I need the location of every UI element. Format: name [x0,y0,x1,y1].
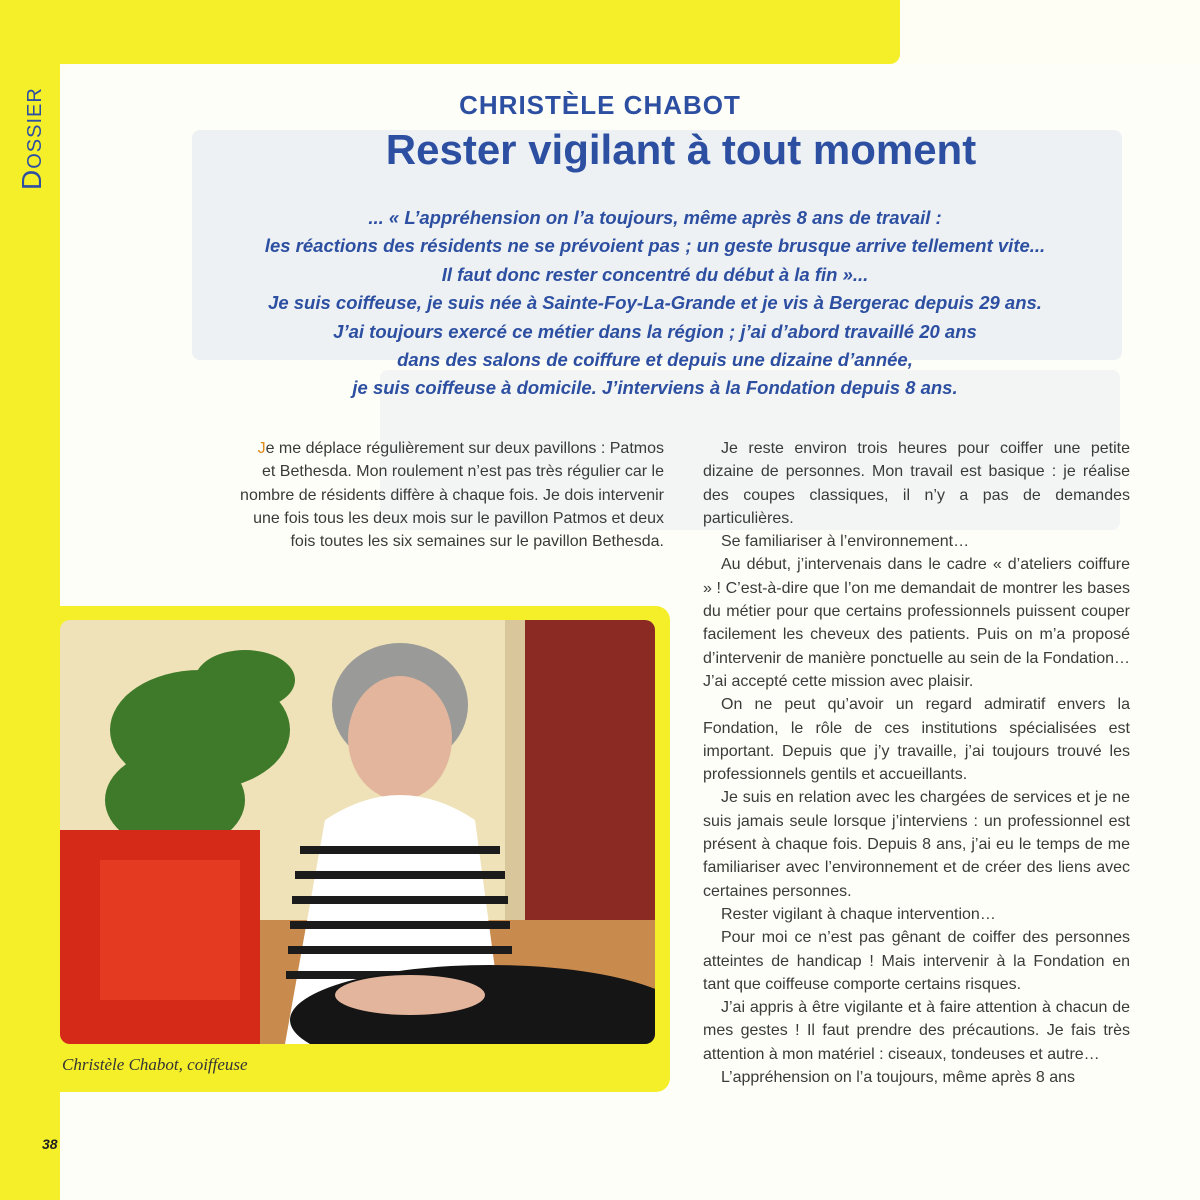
left-column [240,437,664,553]
subheading: Se familiariser à l’environnement… [721,533,970,551]
page-number: 38 [42,1136,58,1152]
drop-cap: J [257,440,266,457]
paragraph: On ne peut qu’avoir un regard admiratif envers la Fondation, le rôle de ces institutions spécialisées est important. Depuis que j’y travaille, j’ai toujours trouvé les professionnels gentils et accueillants. [703,696,1130,784]
paragraph: Je reste environ trois heures pour coiffer une petite dizaine de personnes. Mon travail est basique : je réalise des coupes classiques, il n’y a pas de demandes particulières. [703,440,1130,527]
paragraph: J’ai appris à être vigilante et à faire attention à chacun de mes gestes ! Il faut prendre des précautions. Je fais très attention à mon matériel : ciseaux, tondeuses et autre… [703,999,1130,1063]
quote-line: dans des salons de coiffure et depuis une dizaine d’année, [397,349,913,371]
portrait-photo [60,620,655,1044]
quote-line: ... « L’appréhension on l’a toujours, même après 8 ans de travail : [368,207,942,228]
quote-line: Il faut donc rester concentré du début à la fin »... [441,263,869,285]
paragraph: L’appréhension on l’a toujours, même après 8 ans [721,1069,1075,1087]
paragraph: e me déplace régulièrement sur deux pavillons : Patmos et Bethesda. Mon roulement n’est pas très régulier car le nombre de résidents diffère à chaque fois. Je dois intervenir une fois tous les deux mois sur le pavillon Patmos et deux fois toutes les six semaines sur le pavillon Bethesda. [240,440,664,551]
photo-caption: Christèle Chabot, coiffeuse [62,1055,248,1074]
quote-line: les réactions des résidents ne se prévoient pas ; un geste brusque arrive tellement vite... [264,235,1046,257]
quote-line: J’ai toujours exercé ce métier dans la région ; j’ai d’abord travaillé 20 ans [333,320,977,342]
intro-quote [230,204,1080,403]
yellow-frame-top [0,0,900,64]
paragraph: Au début, j’intervenais dans le cadre « d’ateliers coiffure » ! C’est-à-dire que l’on me demandait de montrer les bases du métier pour que certains professionnels puissent couper facilement les cheveux des patients. Puis on m’a proposé d’intervenir de manière ponctuelle au sein de la Fondation… J’ai accepté cette mission avec plaisir. [703,556,1130,690]
quote-line: Je suis coiffeuse, je suis née à Sainte-Foy-La-Grande et je vis à Bergerac depuis 29 ans. [268,292,1042,314]
right-column [703,437,1130,1089]
paragraph: Pour moi ce n’est pas gênant de coiffer des personnes atteintes de handicap ! Mais intervenir à la Fondation en tant que coiffeuse comporte certains risques. [703,929,1130,993]
page-title: Rester vigilant à tout moment [385,126,977,173]
quote-line: je suis coiffeuse à domicile. J’interviens à la Fondation depuis 8 ans. [352,377,958,399]
author-name: CHRISTÈLE CHABOT [459,90,741,120]
section-label: Dossier [16,87,47,190]
subheading: Rester vigilant à chaque intervention… [721,905,996,923]
paragraph: Je suis en relation avec les chargées de services et je ne suis jamais seule lorsque j’interviens : un professionnel est présent à chaque fois. Depuis 8 ans, j’ai eu le temps de me familiariser avec l’environnement et de créer des liens avec certaines personnes. [703,789,1130,900]
